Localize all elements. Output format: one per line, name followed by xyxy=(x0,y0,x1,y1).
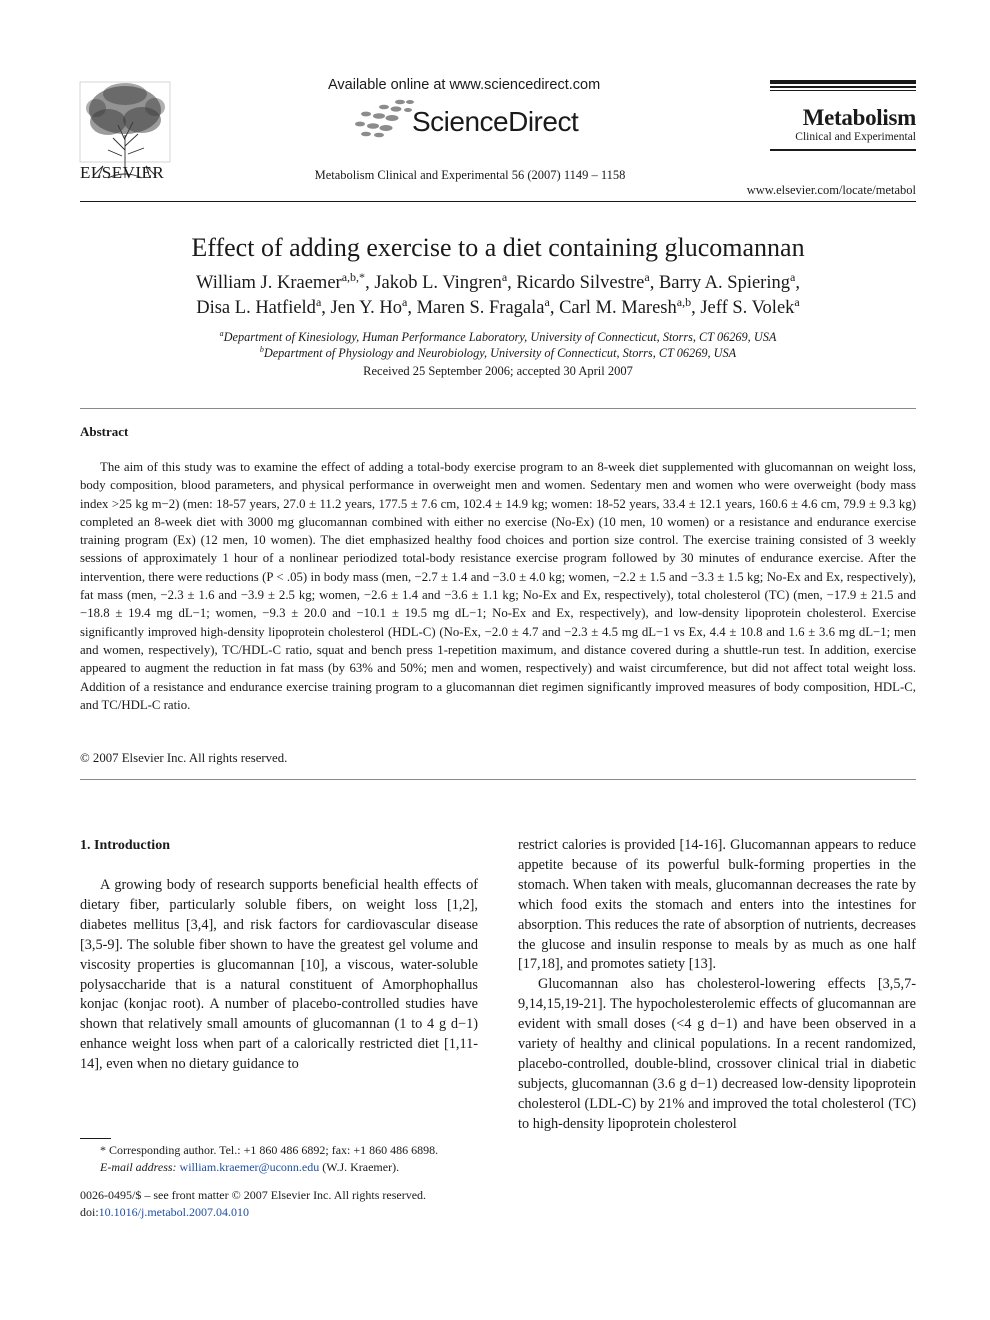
available-online-text[interactable]: Available online at www.sciencedirect.com xyxy=(328,77,601,93)
affiliation-b xyxy=(80,345,916,361)
affiliation-mark: a xyxy=(219,328,224,338)
abstract-copyright: © 2007 Elsevier Inc. All rights reserved. xyxy=(80,751,288,765)
journal-masthead-bars xyxy=(770,80,916,93)
author-line-1 xyxy=(80,271,916,296)
corresponding-author-text: * Corresponding author. Tel.: +1 860 486 6892; fax: +1 860 486 6898. xyxy=(100,1143,439,1157)
affiliation-text: Department of Physiology and Neurobiology, University of Connecticut, Storrs, CT 06269, USA xyxy=(263,346,737,360)
journal-subtitle: Clinical and Experimental xyxy=(795,131,916,143)
affiliation-text: Department of Kinesiology, Human Performance Laboratory, University of Connecticut, Storrs, CT 06269, USA xyxy=(223,330,777,344)
abstract-bottom-rule xyxy=(80,779,916,780)
sciencedirect-dots-icon xyxy=(352,98,414,138)
author-separator: , xyxy=(407,298,417,318)
front-matter xyxy=(80,1187,500,1221)
sciencedirect-logo-text: ScienceDirect xyxy=(412,106,579,137)
author-separator: , xyxy=(691,298,701,318)
email-line xyxy=(100,1159,480,1176)
doi-line xyxy=(80,1204,500,1221)
author-name: Jeff S. Volek xyxy=(700,298,795,318)
author-name: Barry A. Spiering xyxy=(658,273,790,293)
journal-title: Metabolism xyxy=(802,105,916,130)
header-divider xyxy=(80,201,916,202)
author-name: William J. Kraemer xyxy=(196,273,342,293)
doi-link[interactable]: 10.1016/j.metabol.2007.04.010 xyxy=(98,1205,249,1219)
author-list xyxy=(80,271,916,321)
article-title: Effect of adding exercise to a diet containing glucomannan xyxy=(191,233,805,262)
author-separator: , xyxy=(321,298,331,318)
corresponding-author-footnote xyxy=(80,1142,480,1176)
footnote-rule xyxy=(80,1138,111,1139)
author-separator: , xyxy=(507,273,517,293)
email-label: E-mail address: xyxy=(100,1160,177,1174)
journal-citation: Metabolism Clinical and Experimental 56 (2007) 1149 – 1158 xyxy=(314,168,626,182)
author-line-2 xyxy=(80,296,916,321)
email-suffix: (W.J. Kraemer). xyxy=(322,1160,400,1174)
author-name: Disa L. Hatfield xyxy=(196,298,316,318)
author-affiliation-mark[interactable]: a xyxy=(544,294,550,309)
intro-column-left: A growing body of research supports beneficial health effects of dietary fiber, particularly soluble fibers, on weight loss [1,2], diabetes mellitus [3,4], and risk factors for cardiovascular disease [3,5-9]. The soluble fiber shown to have the greatest gel volume and viscosity properties is glucomannan [10], a viscous, water-soluble polysaccharide that is a natural constituent of Amorphophallus konjac (konjac root). A number of placebo-controlled studies have shown that relatively small amounts of glucomannan (1 to 4 g d−1) enhance weight loss when part of a calorically restricted diet [1,11-14], even when no dietary guidance to xyxy=(80,877,478,1073)
publisher-name: ELSEVIER xyxy=(80,163,165,182)
author-separator: , xyxy=(549,298,560,318)
intro-paragraph: Glucomannan also has cholesterol-lowering effects [3,5,7-9,14,15,19-21]. The hypocholesterolemic effects of glucomannan are evident with small doses (<4 g d−1) and have been observed in a variety of healthy and clinical populations. In a recent randomized, placebo-controlled, double-blind, crossover clinical trial in diabetic subjects, glucomannan (3.6 g d−1) decreased low-density lipoprotein cholesterol (LDL-C) by 21% and improved the total cholesterol (TC) to high-density lipoprotein cholesterol xyxy=(518,976,916,1132)
author-separator: , xyxy=(795,273,800,293)
journal-url-link[interactable]: www.elsevier.com/locate/metabol xyxy=(746,183,916,197)
author-name: Jen Y. Ho xyxy=(330,298,402,318)
author-affiliation-mark[interactable]: a xyxy=(794,294,800,309)
abstract-top-rule xyxy=(80,408,916,409)
author-name: Carl M. Maresh xyxy=(559,298,677,318)
abstract-body: The aim of this study was to examine the effect of adding a total-body exercise program to an 8-week diet supplemented with glucomannan on weight loss, body composition, blood parameters, and physical performance in overweight men and women. Sedentary men and women who were overweight (body mass index >25 kg m−2) (men: 18-57 years, 27.0 ± 11.2 years, 177.5 ± 7.6 cm, 102.4 ± 14.9 kg; women: 18-52 years, 33.4 ± 12.1 years, 160.6 ± 4.6 cm, 79.9 ± 9.3 kg) completed an 8-week diet with 3000 mg glucomannan combined with either no exercise (No-Ex) (10 men, 10 women) or a resistance and endurance exercise training program (Ex) (12 men, 10 women). The diet emphasized healthy food choices and portion size control. The exercise training consisted of 3 weekly sessions of approximately 1 hour of a nonlinear periodized total-body resistance exercise program followed by 30 minutes of endurance exercise. After the intervention, there were reductions (P < .05) in body mass (men, −2.7 ± 1.4 and −3.0 ± 4.0 kg; women, −2.2 ± 1.5 and −3.3 ± 1.5 kg; No-Ex and Ex, respectively), fat mass (men, −2.3 ± 1.6 and −3.9 ± 2.5 kg; women, −2.6 ± 1.4 and −3.6 ± 1.1 kg; No-Ex and Ex, respectively), total cholesterol (TC) (men, −17.9 ± 21.5 and −18.8 ± 19.4 mg dL−1; women, −9.3 ± 20.0 and −10.1 ± 19.5 mg dL−1; No-Ex and Ex, respectively), and low-density lipoprotein cholesterol. Exercise significantly improved high-density lipoprotein cholesterol (HDL-C) (No-Ex, −2.0 ± 4.7 and −2.3 ± 4.5 mg dL−1 vs Ex, 4.4 ± 10.8 and 1.6 ± 3.6 mg dL−1; men and women, respectively), TC/HDL-C ratio, squat and bench press 1-repetition maximum, and distance covered during a shuttle-run test. In addition, exercise appeared to augment the reduction in fat mass (by 63% and 50%; men and women, respectively) and waist circumference, but did not affect total weight loss. Addition of a resistance and endurance exercise training program to a glucomannan diet regimen significantly improved measures of body composition, HDL-C, and TC/HDL-C ratio. xyxy=(80,460,916,712)
author-name: Ricardo Silvestre xyxy=(516,273,645,293)
intro-column-right xyxy=(518,836,916,1135)
received-dates: Received 25 September 2006; accepted 30 April 2007 xyxy=(363,364,633,378)
author-affiliation-mark[interactable]: a xyxy=(315,294,322,309)
author-affiliation-mark[interactable]: a,b xyxy=(676,294,692,309)
author-affiliation-mark[interactable]: a xyxy=(789,269,796,284)
author-affiliation-mark[interactable]: a xyxy=(644,269,650,284)
affiliation-mark: b xyxy=(259,344,264,354)
email-link[interactable]: william.kraemer@uconn.edu xyxy=(179,1160,320,1174)
author-separator: , xyxy=(649,273,659,293)
author-name: Jakob L. Vingren xyxy=(374,273,502,293)
author-affiliation-mark[interactable]: a,b,* xyxy=(341,269,366,284)
journal-masthead-rule xyxy=(770,149,916,151)
author-affiliation-mark[interactable]: a xyxy=(401,294,408,309)
affiliation-a xyxy=(80,329,916,345)
intro-paragraph: restrict calories is provided [14-16]. Glucomannan appears to reduce appetite because of its powerful bulk-forming properties in the stomach. When taken with meals, glucomannan decreases the rate by which food exits the stomach and enters into the intestines for absorption. This reduces the rate of absorption of nutrients, decreases the glucose and insulin response to meals by as much as one half [17,18], and promotes satiety [13]. xyxy=(518,837,916,973)
doi-prefix: doi: xyxy=(80,1205,99,1219)
affiliations xyxy=(80,329,916,361)
author-name: Maren S. Fragala xyxy=(416,298,545,318)
abstract-heading: Abstract xyxy=(80,424,129,439)
author-affiliation-mark[interactable]: a xyxy=(501,269,508,284)
author-separator: , xyxy=(365,273,375,293)
front-matter-text: 0026-0495/$ – see front matter © 2007 Elsevier Inc. All rights reserved. xyxy=(80,1188,427,1202)
section-heading-introduction: 1. Introduction xyxy=(80,838,170,853)
